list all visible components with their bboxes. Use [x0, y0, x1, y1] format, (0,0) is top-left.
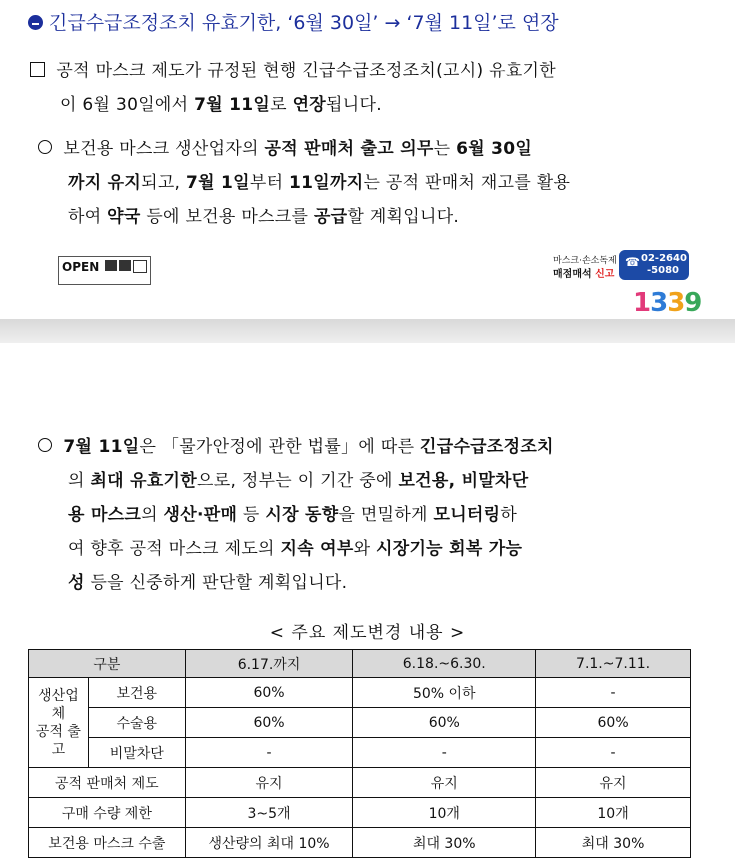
para2-bold: 공급: [313, 207, 348, 227]
table-header-cell: 7.1.~7.11.: [536, 650, 691, 678]
para3-bold: 성: [68, 573, 85, 593]
report-line1: 마스크·손소독제: [553, 256, 617, 266]
license-icon: [119, 260, 131, 271]
para3-bold: 긴급수급조정조치: [420, 437, 554, 457]
paragraph-2: [38, 132, 708, 234]
headline-text: 긴급수급조정조치 유효기한, ‘6월 30일’ → ‘7월 11일’로 연장: [49, 12, 559, 34]
paragraph-1: [30, 54, 710, 122]
para1-date: 7월 11일: [194, 95, 271, 115]
table-header-cell: 6.18.~6.30.: [353, 650, 536, 678]
circle-bullet-icon: [38, 140, 52, 154]
phone-number: -5080: [647, 265, 679, 276]
para1-line1: 공적 마스크 제도가 규정된 현행 긴급수급조정조치(고시) 유효기한: [56, 61, 557, 81]
para3-bold: 생산·판매: [163, 505, 238, 525]
table-cell: 공적 판매처 제도: [29, 768, 186, 798]
table-cell: -: [185, 738, 353, 768]
para3-text: 등을 신중하게 판단할 계획입니다.: [84, 573, 348, 593]
para2-bold: 6월 30일: [456, 139, 533, 159]
table-cell: 수술용: [88, 708, 185, 738]
para3-bold: 보건용, 비말차단: [398, 471, 529, 491]
square-bullet-icon: [30, 62, 45, 77]
table-cell: 10개: [536, 798, 691, 828]
table-cell: 구매 수량 제한: [29, 798, 186, 828]
table-row: [29, 738, 691, 768]
para3-bold: 지속 여부: [280, 539, 354, 559]
para2-bold: 11일까지: [289, 173, 364, 193]
group-label-line: 공적 출: [35, 723, 81, 740]
table-row: [29, 798, 691, 828]
phone-icon: ☎: [625, 255, 640, 269]
table-cell: 60%: [185, 708, 353, 738]
para3-text: 와: [353, 539, 377, 559]
table-cell: 3~5개: [185, 798, 353, 828]
para1-extend: 연장: [292, 95, 327, 115]
para3-bold: 용 마스크: [68, 505, 142, 525]
table-header-row: [29, 650, 691, 678]
report-text: 매점매석: [553, 269, 596, 280]
table-row: [29, 828, 691, 858]
para3-bold: 모니터링: [433, 505, 501, 525]
table-cell: 비말차단: [88, 738, 185, 768]
table-row: [29, 708, 691, 738]
para2-text: 되고,: [141, 173, 186, 193]
table-cell: 생산량의 최대 10%: [185, 828, 353, 858]
policy-change-table: [28, 649, 691, 858]
hotline-digit: 1: [633, 288, 651, 318]
license-icon: [133, 260, 147, 273]
table-cell: 유지: [353, 768, 536, 798]
table-cell: 보건용: [88, 678, 185, 708]
phone-badge: [619, 250, 689, 280]
para3-text: 을 면밀하게: [338, 505, 434, 525]
para2-text: 하여: [68, 207, 108, 227]
group-label-line: 고: [51, 741, 66, 758]
hotline-digit: 9: [684, 288, 702, 318]
para2-bold: 약국: [107, 207, 141, 227]
report-red-text: 신고: [595, 269, 615, 280]
table-cell: 60%: [185, 678, 353, 708]
table-cell: -: [353, 738, 536, 768]
para3-text: 의: [141, 505, 164, 525]
para3-bold: 시장 동향: [265, 505, 339, 525]
headline-bullet-icon: [28, 15, 43, 30]
para2-text: 보건용 마스크 생산업자의: [63, 139, 265, 159]
para3-bold: 최대 유효기한: [90, 471, 197, 491]
para3-bold: 7월 11일: [63, 437, 140, 457]
page-break-divider: [0, 319, 735, 343]
table-cell: -: [536, 738, 691, 768]
para2-bold: 까지 유지: [68, 173, 142, 193]
para2-text: 는 공적 판매처 재고를 활용: [363, 173, 571, 193]
table-row: [29, 678, 691, 708]
para2-text: 등에 보건용 마스크를: [140, 207, 314, 227]
table-cell: 최대 30%: [536, 828, 691, 858]
para3-text: 하: [500, 505, 518, 525]
group-label-line: 체: [51, 705, 66, 722]
hotline-digit: 3: [650, 288, 668, 318]
para1-text: 됩니다.: [326, 95, 382, 115]
group-label-line: 생산업: [38, 687, 79, 704]
circle-bullet-icon: [38, 438, 52, 452]
para3-text: 여 향후 공적 마스크 제도의: [68, 539, 281, 559]
table-cell: 최대 30%: [353, 828, 536, 858]
table-cell: 50% 이하: [353, 678, 536, 708]
open-license-logo: [58, 256, 151, 285]
para2-text: 할 계획입니다.: [347, 207, 460, 227]
table-cell: 유지: [185, 768, 353, 798]
para3-text: 으로, 정부는 이 기간 중에: [197, 471, 399, 491]
paragraph-3: [38, 430, 708, 600]
table-header-cell: 6.17.까지: [185, 650, 353, 678]
para1-text: 로: [270, 95, 293, 115]
hotline-digit: 3: [667, 288, 685, 318]
para3-text: 등: [237, 505, 266, 525]
open-logo-text: OPEN: [62, 260, 100, 274]
para3-text: 은 「물가안정에 관한 법률」에 따른: [139, 437, 420, 457]
para2-bold: 공적 판매처 출고 의무: [264, 139, 434, 159]
table-header-cell: 구분: [29, 650, 186, 678]
license-icon: [105, 260, 117, 271]
hotline-1339-logo: [633, 288, 701, 318]
phone-number: 02-2640: [641, 253, 687, 264]
table-row: [29, 768, 691, 798]
para2-text: 부터: [249, 173, 290, 193]
table-cell: 60%: [353, 708, 536, 738]
para3-text: 의: [68, 471, 91, 491]
report-line2: [553, 265, 614, 280]
hoarding-report-banner: [553, 250, 693, 282]
para2-text: 는: [433, 139, 457, 159]
table-title: < 주요 제도변경 내용 >: [269, 623, 466, 643]
table-cell: 10개: [353, 798, 536, 828]
para2-bold: 7월 1일: [185, 173, 250, 193]
table-cell: 유지: [536, 768, 691, 798]
group-label-cell: [29, 678, 89, 768]
para3-bold: 시장기능 회복 가능: [376, 539, 523, 559]
table-cell: 60%: [536, 708, 691, 738]
table-cell: 보건용 마스크 수출: [29, 828, 186, 858]
headline: [28, 8, 559, 35]
table-cell: -: [536, 678, 691, 708]
para1-text: 이 6월 30일에서: [60, 95, 195, 115]
